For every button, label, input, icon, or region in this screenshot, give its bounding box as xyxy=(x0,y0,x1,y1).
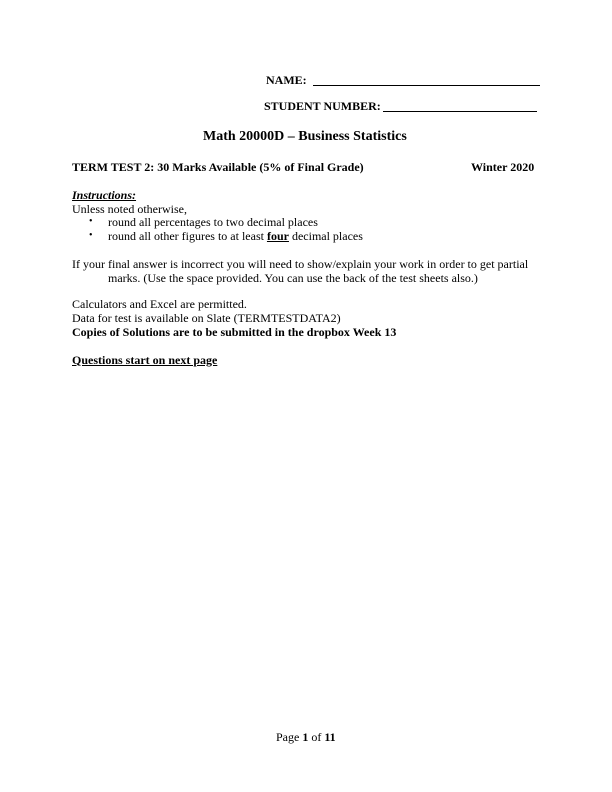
calculators-note: Calculators and Excel are permitted. xyxy=(72,297,247,311)
copies-note: Copies of Solutions are to be submitted in the dropbox Week 13 xyxy=(72,325,397,339)
bullet-item-figures: round all other figures to at least four decimal places xyxy=(108,229,363,243)
student-number-blank-line xyxy=(383,98,537,112)
partial-marks-line-1: If your final answer is incorrect you will need to show/explain your work in order to get partial xyxy=(72,257,529,271)
student-number-row xyxy=(264,99,381,113)
partial-marks-line-2: marks. (Use the space provided. You can use the back of the test sheets also.) xyxy=(108,271,478,285)
page-footer: Page 1 of 11 xyxy=(276,730,336,744)
emphasis-four: four xyxy=(266,229,289,243)
instructions-intro: Unless noted otherwise, xyxy=(72,202,187,216)
instructions-heading: Instructions: xyxy=(72,188,137,202)
name-label: NAME: xyxy=(266,73,307,87)
term-test-line: TERM TEST 2: 30 Marks Available (5% of Final Grade) xyxy=(72,160,364,174)
term-label: Winter 2020 xyxy=(471,160,535,174)
questions-next-page-note: Questions start on next page xyxy=(72,353,218,367)
course-title: Math 20000D – Business Statistics xyxy=(203,129,407,144)
bullet-item-percentages: round all percentages to two decimal places xyxy=(108,215,318,229)
bullet-dot-icon: • xyxy=(89,230,93,241)
bullet-dot-icon: • xyxy=(89,216,93,227)
current-page-number: 1 xyxy=(302,730,309,744)
name-blank-line xyxy=(313,72,540,86)
data-note: Data for test is available on Slate (TERMTESTDATA2) xyxy=(72,311,341,325)
student-number-label: STUDENT NUMBER: xyxy=(264,99,381,113)
name-field-row xyxy=(266,73,307,87)
total-page-count: 11 xyxy=(324,730,336,744)
